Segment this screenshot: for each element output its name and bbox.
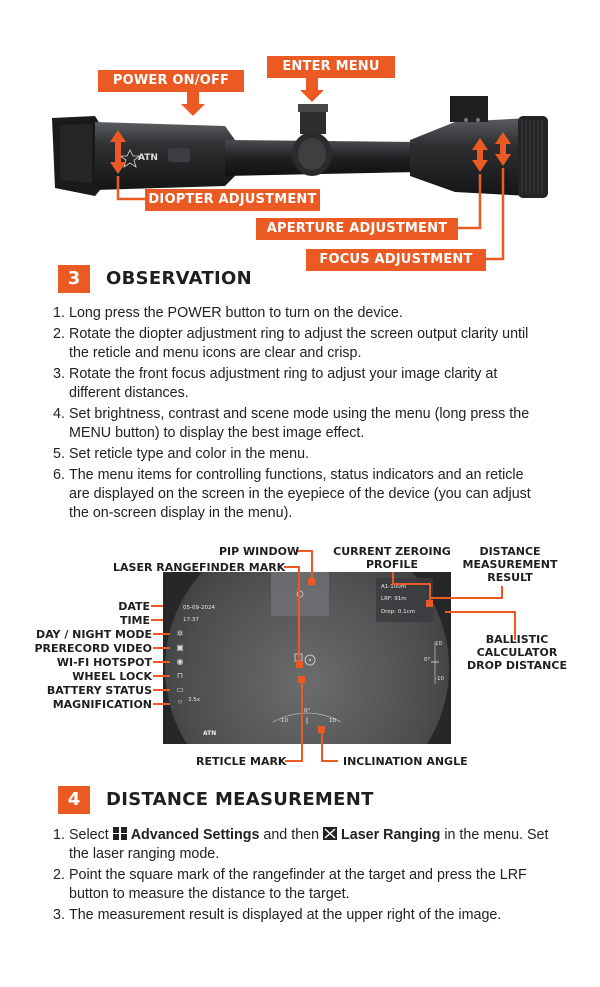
lock-icon: ⊓	[176, 671, 184, 680]
screen-scale-pos: 10	[435, 641, 442, 647]
scope-logo: ATN	[138, 153, 158, 163]
day-night-icon: ✲	[176, 629, 184, 638]
screen-time: 17:37	[183, 617, 199, 623]
label-laser-mark: LASER RANGEFINDER MARK	[113, 561, 286, 574]
label-distance-result: DISTANCE MEASUREMENT RESULT	[462, 545, 558, 584]
label-battery: BATTERY STATUS	[46, 684, 152, 697]
step-item: 4. Set brightness, contrast and scene mode using the menu (long press the MENU button) to display the best image effect.	[53, 406, 530, 441]
laser-ranging-icon	[323, 827, 337, 840]
wifi-icon: ◉	[176, 657, 184, 666]
power-button-shape	[168, 148, 190, 162]
screen-lrf: LRF: 91m	[381, 596, 407, 602]
label-pip-window: PIP WINDOW	[219, 545, 300, 558]
section-4-badge: 4	[58, 786, 90, 814]
label-inclination: INCLINATION ANGLE	[343, 755, 468, 768]
label-day-night: DAY / NIGHT MODE	[35, 628, 152, 641]
screen-date: 05-09-2024	[183, 605, 215, 611]
step-item: 2. Rotate the diopter adjustment ring to adjust the screen output clarity until the reticle and menu icons are clear and crisp.	[53, 326, 529, 361]
screen-drop: Drop: 0.1cm	[381, 609, 415, 615]
magnifier-icon: ○	[177, 697, 183, 706]
label-reticle-mark: RETICLE MARK	[196, 755, 287, 768]
screen-arc-left: -10	[279, 718, 288, 724]
section-3-title: OBSERVATION	[106, 268, 253, 289]
screen-profile: A1-100m	[381, 584, 407, 590]
label-zeroing-profile: CURRENT ZEROING PROFILE	[333, 545, 451, 571]
callout-focus: FOCUS ADJUSTMENT	[306, 249, 486, 271]
screen-zoom: 3.5x	[188, 697, 201, 703]
battery-icon: ▭	[176, 685, 184, 694]
observation-steps	[53, 304, 543, 525]
step-item: 5. Set reticle type and color in the menu.	[53, 446, 310, 462]
callout-enter-menu: ENTER MENU	[267, 56, 395, 78]
screen-scale-neg: -10	[435, 676, 444, 682]
label-wifi: WI-FI HOTSPOT	[56, 656, 152, 669]
step-item: 3. The measurement result is displayed at the upper right of the image.	[53, 907, 502, 923]
prerecord-icon: ▣	[176, 643, 184, 652]
step-item: 1. Select Advanced Settings and then Laser Ranging in the menu. Set the laser ranging mode.	[53, 827, 549, 862]
screen-angle-right: 0°	[424, 657, 431, 663]
step-item: 6. The menu items for controlling functions, status indicators and an reticle are displayed on the screen in the eyepiece of the device (you can adjust the on-screen display in the menu).	[53, 467, 531, 521]
screen-angle-top: 0°	[304, 708, 311, 714]
label-date: DATE	[118, 600, 150, 613]
label-wheel-lock: WHEEL LOCK	[72, 670, 152, 683]
callout-power: POWER ON/OFF	[98, 70, 244, 92]
callout-diopter: DIOPTER ADJUSTMENT	[145, 189, 320, 211]
label-prerecord: PRERECORD VIDEO	[34, 642, 152, 655]
label-time: TIME	[119, 614, 150, 627]
advanced-settings-icon	[113, 827, 127, 840]
callout-aperture: APERTURE ADJUSTMENT	[256, 218, 458, 240]
objective-bell	[410, 118, 530, 196]
step-item: 3. Rotate the front focus adjustment ring to adjust your image clarity at different distances.	[53, 366, 498, 401]
section-3-badge: 3	[58, 265, 90, 293]
step-item: 1. Long press the POWER button to turn on the device.	[53, 305, 403, 321]
section-4-title: DISTANCE MEASUREMENT	[106, 789, 374, 810]
label-magnification: MAGNIFICATION	[52, 698, 152, 711]
lrf-module	[450, 96, 488, 122]
distance-steps	[53, 826, 553, 927]
screen-logo: ATN	[203, 730, 217, 737]
screen-arc-right: 10	[329, 718, 336, 724]
label-ballistic-drop: BALLISTIC CALCULATOR DROP DISTANCE	[467, 633, 567, 672]
step-item: 2. Point the square mark of the rangefinder at the target and press the LRF button to measure the distance to the target.	[53, 867, 527, 902]
